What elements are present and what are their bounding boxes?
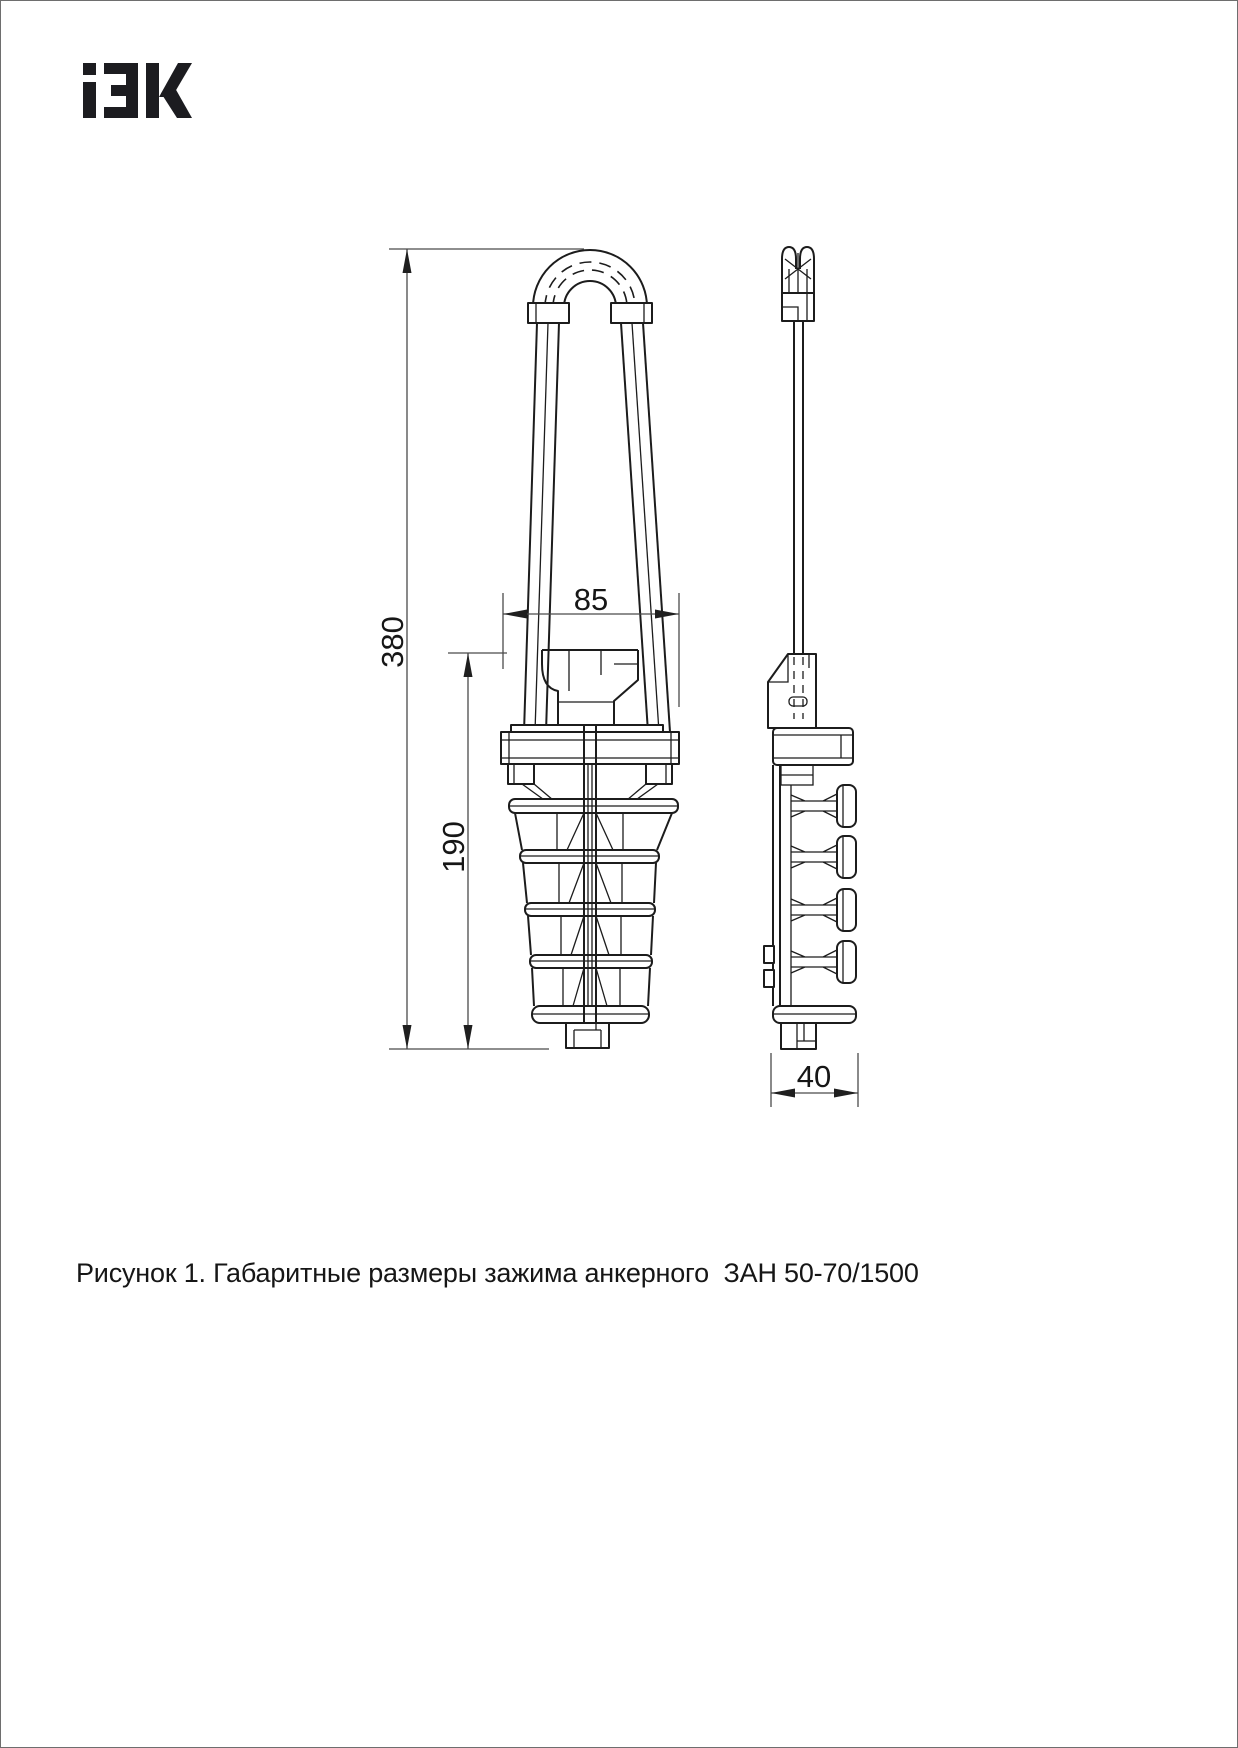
clip-1 <box>764 946 774 963</box>
center-bolt <box>584 725 596 1023</box>
dim-label-190: 190 <box>436 821 471 873</box>
dimension-40 <box>771 1053 858 1107</box>
bracket-side <box>768 654 816 728</box>
hook-front <box>528 250 652 323</box>
ribs-side <box>791 785 856 983</box>
bottom-side <box>773 1006 856 1049</box>
hook-side <box>782 247 814 321</box>
dim-label-40: 40 <box>796 1059 832 1094</box>
side-view <box>764 247 858 1107</box>
figure-caption: Рисунок 1. Габаритные размеры зажима анкерного ЗАН 50-70/1500 <box>76 1258 919 1288</box>
cone-ribs <box>509 799 678 1023</box>
dim-label-85: 85 <box>573 582 609 617</box>
top-flange <box>501 725 679 802</box>
wedge-insert <box>542 650 638 732</box>
flange-lug-right <box>646 764 672 784</box>
hook-foot-right <box>611 303 652 323</box>
dimension-190 <box>436 653 507 1049</box>
slab-side <box>764 765 791 1006</box>
collar-side <box>773 728 853 785</box>
flange-lug-left <box>508 764 534 784</box>
bottom-stub-front <box>566 1023 609 1048</box>
front-view <box>375 249 679 1049</box>
dim-label-380: 380 <box>375 616 410 668</box>
strap-side <box>794 321 803 654</box>
hook-foot-left <box>528 303 569 323</box>
hook-legs <box>524 323 670 732</box>
clip-2 <box>764 970 774 987</box>
anchor-clamp-dimension-drawing <box>1 1 1238 1748</box>
